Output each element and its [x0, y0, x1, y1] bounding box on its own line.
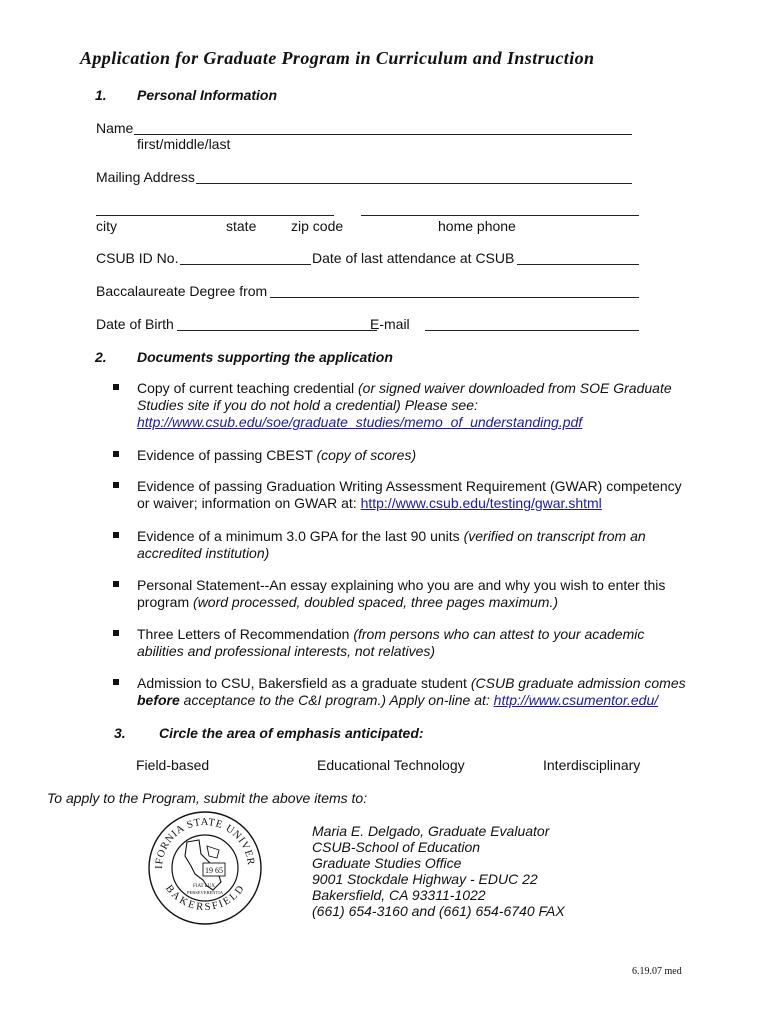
state-label: state	[226, 218, 257, 234]
memo-of-understanding-link[interactable]: http://www.csub.edu/soe/graduate_studies/memo_of_understanding.pdf	[137, 414, 583, 430]
dob-label: Date of Birth	[96, 316, 174, 332]
emphasis-option-interdisciplinary[interactable]: Interdisciplinary	[543, 757, 641, 773]
last-attendance-field[interactable]	[517, 264, 639, 265]
section-1-heading: Personal Information	[137, 87, 278, 103]
baccalaureate-label: Baccalaureate Degree from	[96, 283, 268, 299]
seal-year: 19 65	[205, 866, 223, 875]
document-item-1-line2: Studies site if you do not hold a credential) Please see:	[137, 397, 478, 413]
document-item-4: Evidence of a minimum 3.0 GPA for the last 90 units (verified on transcript from an	[137, 528, 646, 544]
emphasis-option-field-based[interactable]: Field-based	[136, 757, 210, 773]
city-label: city	[96, 218, 117, 234]
university-seal	[147, 810, 263, 926]
document-item-1: Copy of current teaching credential (or signed waiver downloaded from SOE Graduate	[137, 380, 672, 396]
bullet	[113, 384, 119, 390]
document-item-4-line2: accredited institution)	[137, 545, 270, 561]
section-1-number: 1.	[95, 87, 107, 103]
mailing-address-field[interactable]	[196, 183, 632, 184]
address-line-4: 9001 Stockdale Highway - EDUC 22	[312, 871, 538, 887]
bullet	[113, 630, 119, 636]
address-line-3: Graduate Studies Office	[312, 855, 462, 871]
document-item-7: Admission to CSU, Bakersfield as a graduate student (CSUB graduate admission comes	[137, 675, 686, 691]
name-label: Name	[96, 120, 134, 136]
address-line-6: (661) 654-3160 and (661) 654-6740 FAX	[312, 903, 565, 919]
address-line-1: Maria E. Delgado, Graduate Evaluator	[312, 823, 550, 839]
emphasis-option-educational-technology[interactable]: Educational Technology	[317, 757, 465, 773]
name-field[interactable]	[134, 134, 632, 135]
last-attendance-label: Date of last attendance at CSUB	[312, 250, 515, 266]
name-sublabel: first/middle/last	[137, 136, 231, 152]
section-3-heading: Circle the area of emphasis anticipated:	[159, 725, 424, 741]
csumentor-link[interactable]: http://www.csumentor.edu/	[493, 692, 659, 708]
document-item-2: Evidence of passing CBEST (copy of scores)	[137, 447, 417, 463]
section-3-number: 3.	[114, 725, 126, 741]
footer-date: 6.19.07 med	[632, 966, 682, 977]
document-item-3-line2: or waiver; information on GWAR at: http://www.csub.edu/testing/gwar.shtml	[137, 495, 602, 511]
page-title: Application for Graduate Program in Curriculum and Instruction	[80, 48, 595, 68]
home-phone-field[interactable]	[361, 215, 639, 216]
seal-motto-2: PERSEVERENTIA	[187, 890, 223, 895]
email-label: E-mail	[370, 316, 410, 332]
gwar-link[interactable]: http://www.csub.edu/testing/gwar.shtml	[360, 495, 602, 511]
document-item-5: Personal Statement--An essay explaining who you are and why you wish to enter this	[137, 577, 666, 593]
document-item-6-line2: abilities and professional interests, not relatives)	[137, 643, 436, 659]
apply-instructions: To apply to the Program, submit the above items to:	[47, 790, 368, 806]
seal-bottom-text: BAKERSFIELD	[162, 883, 248, 914]
home-phone-label: home phone	[438, 218, 516, 234]
bullet	[113, 679, 119, 685]
address-line-2: CSUB-School of Education	[312, 839, 481, 855]
section-2-number: 2.	[95, 349, 107, 365]
seal-motto-1: FIAT LUX	[193, 884, 215, 889]
csub-id-field[interactable]	[180, 264, 311, 265]
csub-id-label: CSUB ID No.	[96, 250, 179, 266]
document-item-3: Evidence of passing Graduation Writing Assessment Requirement (GWAR) competency	[137, 478, 682, 494]
bullet	[113, 482, 119, 488]
dob-field[interactable]	[177, 330, 377, 331]
mailing-address-label: Mailing Address	[96, 169, 195, 185]
svg-text:CALIFORNIA STATE UNIVERSITY	[147, 810, 256, 869]
email-field[interactable]	[425, 330, 639, 331]
bullet	[113, 581, 119, 587]
bullet	[113, 532, 119, 538]
city-state-zip-field[interactable]	[96, 215, 334, 216]
document-item-6: Three Letters of Recommendation (from persons who can attest to your academic	[137, 626, 645, 642]
section-2-heading: Documents supporting the application	[137, 349, 393, 365]
baccalaureate-field[interactable]	[270, 297, 639, 298]
document-item-7-line2: before acceptance to the C&I program.) Apply on-line at: http://www.csumentor.edu/	[137, 692, 659, 708]
document-item-5-line2: program (word processed, doubled spaced, three pages maximum.)	[137, 594, 558, 610]
bullet	[113, 451, 119, 457]
address-line-5: Bakersfield, CA 93311-1022	[312, 887, 486, 903]
seal-top-text: IFORNIA STATE UNIVER	[153, 816, 257, 870]
zip-label: zip code	[291, 218, 344, 234]
